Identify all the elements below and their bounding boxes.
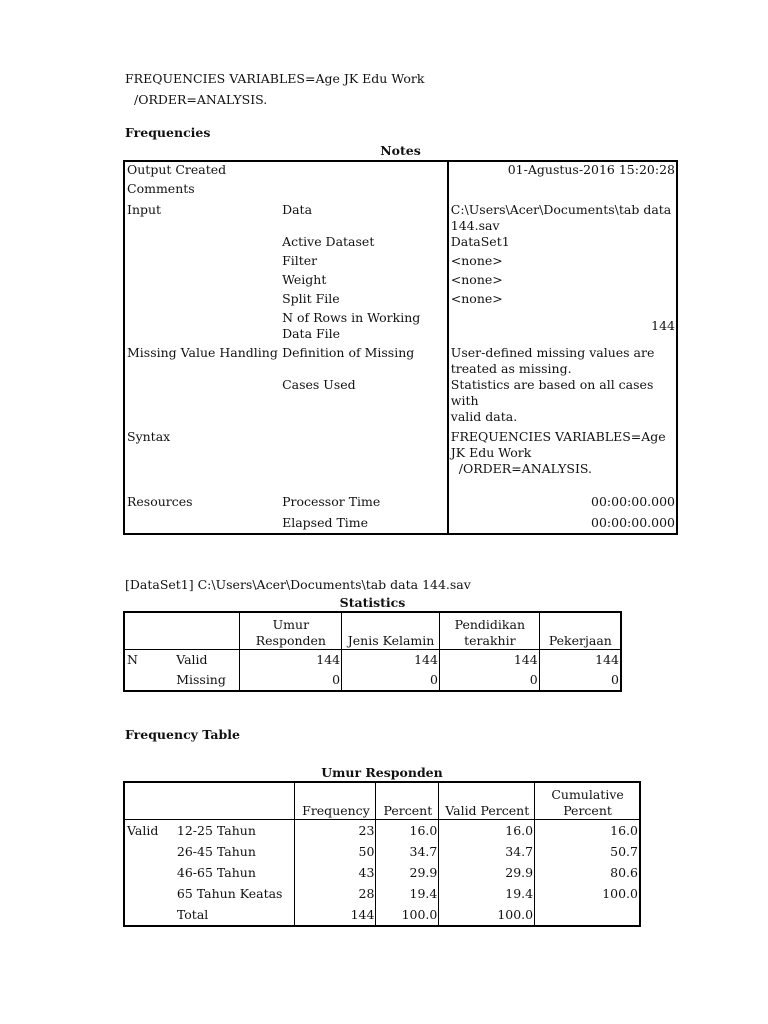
header-pendidikan: Pendidikan terakhir (439, 612, 539, 650)
header-pekerjaan: Pekerjaan (539, 612, 621, 650)
filter-label: Filter (282, 253, 318, 268)
data-label: Data (282, 202, 313, 217)
cell-cumulative: 16.0 (535, 820, 640, 842)
header-percent: Percent (376, 782, 439, 820)
missing-handling-label: Missing Value Handling (127, 345, 278, 360)
table-row (124, 650, 621, 671)
cell-cumulative: 80.6 (535, 862, 640, 883)
table-row (124, 161, 677, 181)
header-umur: Umur Responden (239, 612, 342, 650)
cell-valid-percent: 34.7 (439, 841, 535, 862)
valid-jk: 144 (342, 650, 440, 671)
cases-used-value: Statistics are based on all cases with valid data. (448, 377, 677, 425)
cases-used-label: Cases Used (282, 377, 356, 392)
cell-frequency: 43 (295, 862, 376, 883)
table-row (124, 841, 640, 862)
row-label: 65 Tahun Keatas (175, 883, 295, 904)
split-file-label: Split File (282, 291, 340, 306)
active-dataset-label: Active Dataset (282, 234, 375, 249)
table-row (124, 310, 677, 342)
header-cumulative-percent: Cumulative Percent (535, 782, 640, 820)
row-label: 12-25 Tahun (175, 820, 295, 842)
cell-percent: 100.0 (376, 904, 439, 926)
n-rows-value: 144 (448, 310, 677, 342)
header-frequency: Frequency (295, 782, 376, 820)
n-rows-label: N of Rows in Working Data File (282, 310, 421, 341)
cell-valid-percent: 16.0 (439, 820, 535, 842)
statistics-title: Statistics (339, 595, 406, 610)
table-row (124, 862, 640, 883)
notes-title: Notes (380, 143, 421, 158)
cell-frequency: 144 (295, 904, 376, 926)
missing-umur: 0 (239, 670, 342, 691)
row-label: 26-45 Tahun (175, 841, 295, 862)
cell-percent: 16.0 (376, 820, 439, 842)
processor-time-value: 00:00:00.000 (448, 491, 677, 512)
table-row (124, 272, 677, 291)
missing-jk: 0 (342, 670, 440, 691)
split-file-value: <none> (448, 291, 677, 310)
umur-frequency-table (123, 781, 641, 927)
weight-label: Weight (282, 272, 327, 287)
missing-edu: 0 (439, 670, 539, 691)
definition-label: Definition of Missing (282, 345, 415, 360)
umur-table-title: Umur Responden (321, 765, 443, 780)
cell-cumulative (535, 904, 640, 926)
row-label: 46-65 Tahun (175, 862, 295, 883)
section-title: Frequencies (125, 125, 211, 140)
table-row (124, 181, 677, 200)
syntax-label: Syntax (127, 429, 171, 444)
syntax-line-1: FREQUENCIES VARIABLES=Age JK Edu Work (125, 71, 425, 86)
row-label: Total (175, 904, 295, 926)
table-row (124, 491, 677, 512)
table-row (124, 612, 621, 650)
table-row (124, 670, 621, 691)
table-row (124, 425, 677, 491)
cell-percent: 34.7 (376, 841, 439, 862)
header-valid-percent: Valid Percent (439, 782, 535, 820)
weight-value: <none> (448, 272, 677, 291)
table-row (124, 342, 677, 377)
table-row (124, 883, 640, 904)
syntax-line-2: /ORDER=ANALYSIS. (134, 92, 268, 107)
valid-work: 144 (539, 650, 621, 671)
cell-valid-percent: 29.9 (439, 862, 535, 883)
cell-valid-percent: 100.0 (439, 904, 535, 926)
valid-label: Valid (124, 820, 175, 842)
valid-umur: 144 (239, 650, 342, 671)
cell-cumulative: 50.7 (535, 841, 640, 862)
table-row (124, 234, 677, 253)
notes-table (123, 160, 678, 535)
filter-value: <none> (448, 253, 677, 272)
syntax-value: FREQUENCIES VARIABLES=Age JK Edu Work /ORDER=ANALYSIS. (448, 425, 677, 491)
valid-label: Valid (174, 650, 239, 671)
output-created-label: Output Created (127, 162, 227, 177)
elapsed-time-label: Elapsed Time (282, 514, 369, 530)
cell-frequency: 23 (295, 820, 376, 842)
statistics-table (123, 611, 622, 692)
table-row (124, 820, 640, 842)
table-row (124, 377, 677, 425)
cell-frequency: 50 (295, 841, 376, 862)
header-jenis-kelamin: Jenis Kelamin (342, 612, 440, 650)
table-row (124, 512, 677, 534)
table-row (124, 253, 677, 272)
cell-percent: 29.9 (376, 862, 439, 883)
valid-edu: 144 (439, 650, 539, 671)
n-label: N (124, 650, 174, 671)
processor-time-label: Processor Time (282, 493, 381, 509)
table-row (124, 291, 677, 310)
cell-percent: 19.4 (376, 883, 439, 904)
active-dataset-value: DataSet1 (448, 234, 677, 253)
elapsed-time-value: 00:00:00.000 (448, 512, 677, 534)
data-value: C:\Users\Acer\Documents\tab data 144.sav (448, 200, 677, 234)
frequency-table-title: Frequency Table (125, 727, 240, 742)
input-label: Input (127, 202, 162, 217)
missing-label: Missing (174, 670, 239, 691)
cell-frequency: 28 (295, 883, 376, 904)
table-row (124, 782, 640, 820)
cell-valid-percent: 19.4 (439, 883, 535, 904)
dataset-line: [DataSet1] C:\Users\Acer\Documents\tab data 144.sav (125, 577, 471, 592)
comments-label: Comments (127, 181, 195, 196)
missing-work: 0 (539, 670, 621, 691)
cell-cumulative: 100.0 (535, 883, 640, 904)
resources-label: Resources (127, 493, 193, 509)
output-created-value: 01-Agustus-2016 15:20:28 (448, 161, 677, 181)
table-row (124, 904, 640, 926)
table-row (124, 200, 677, 234)
definition-value: User-defined missing values are treated as missing. (448, 342, 677, 377)
